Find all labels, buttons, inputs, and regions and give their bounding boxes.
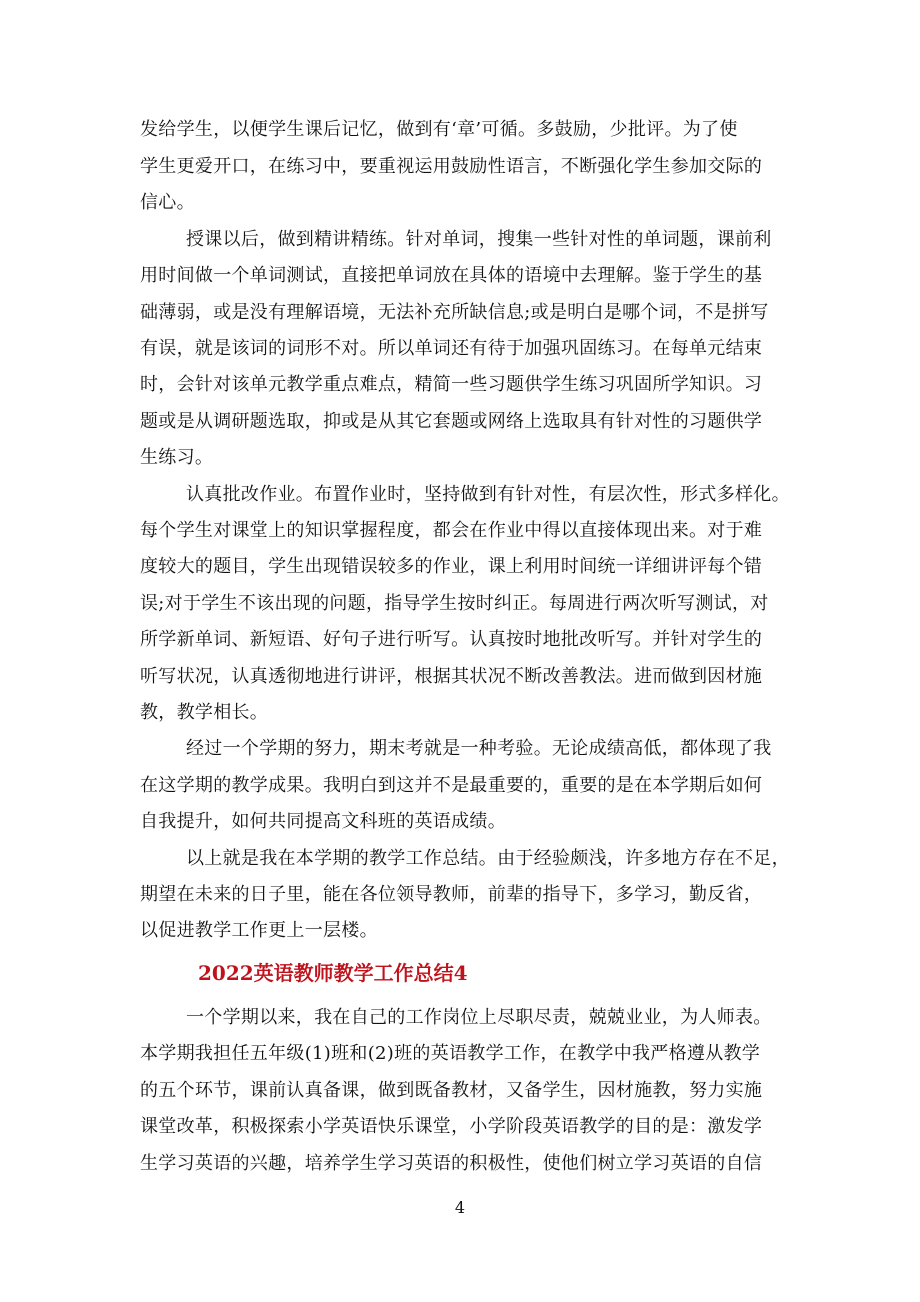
text-line: 础薄弱，或是没有理解语境，无法补充所缺信息;或是明白是哪个词，不是拼写 [140,302,769,323]
text-line: 自我提升，如何共同提高文科班的英语成绩。 [140,811,506,832]
text-line: 生练习。 [140,447,214,468]
text-line: 以促进教学工作更上一层楼。 [140,920,378,941]
text-line: 信心。 [140,192,195,213]
text-line: 本学期我担任五年级(1)班和(2)班的英语教学工作，在教学中我严格遵从教学 [140,1043,761,1064]
section-heading: 2022英语教师教学工作总结4 [198,961,468,985]
paragraph-start-line: 授课以后，做到精讲精练。针对单词，搜集一些针对性的单词题，课前利 [186,229,772,250]
text-line: 课堂改革，积极探索小学英语快乐课堂，小学阶段英语教学的目的是：激发学 [140,1116,763,1137]
text-line: 听写状况，认真透彻地进行讲评，根据其状况不断改善教法。进而做到因材施 [140,666,763,687]
page-number: 4 [454,1198,466,1217]
text-line: 的五个环节，课前认真备课，做到既备教材，又备学生，因材施教，努力实施 [140,1080,763,1101]
paragraph-start-line: 经过一个学期的努力，期末考就是一种考验。无论成绩高低，都体现了我 [186,738,772,759]
text-line: 教，教学相长。 [140,702,269,723]
text-line: 有误，就是该词的词形不对。所以单词还有待于加强巩固练习。在每单元结束 [140,338,763,359]
text-line: 题或是从调研题选取，抑或是从其它套题或网络上选取具有针对性的习题供学 [140,411,763,432]
text-line: 发给学生，以便学生课后记忆，做到有‘章’可循。多鼓励，少批评。为了使 [140,119,738,140]
text-line: 生学习英语的兴趣，培养学生学习英语的积极性，使他们树立学习英语的自信 [140,1153,763,1174]
paragraph-start-line: 以上就是我在本学期的教学工作总结。由于经验颇浅，许多地方存在不足， [186,848,790,869]
text-line: 时，会针对该单元教学重点难点，精简一些习题供学生练习巩固所学知识。习 [140,374,763,395]
text-line: 在这学期的教学成果。我明白到这并不是最重要的，重要的是在本学期后如何 [140,775,763,796]
paragraph-start-line: 认真批改作业。布置作业时，坚持做到有针对性，有层次性，形式多样化。 [186,484,790,505]
paragraph-start-line: 一个学期以来，我在自己的工作岗位上尽职尽责，兢兢业业，为人师表。 [186,1007,772,1028]
text-line: 所学新单词、新短语、好句子进行听写。认真按时地批改听写。并针对学生的 [140,629,763,650]
text-line: 期望在未来的日子里，能在各位领导教师，前辈的指导下，多学习，勤反省， [140,884,763,905]
text-line: 误;对于学生不该出现的问题，指导学生按时纠正。每周进行两次听写测试，对 [140,593,769,614]
text-line: 用时间做一个单词测试，直接把单词放在具体的语境中去理解。鉴于学生的基 [140,265,763,286]
text-line: 每个学生对课堂上的知识掌握程度，都会在作业中得以直接体现出来。对于难 [140,520,763,541]
text-line: 学生更爱开口，在练习中，要重视运用鼓励性语言，不断强化学生参加交际的 [140,156,763,177]
text-line: 度较大的题目，学生出现错误较多的作业，课上利用时间统一详细讲评每个错 [140,556,763,577]
